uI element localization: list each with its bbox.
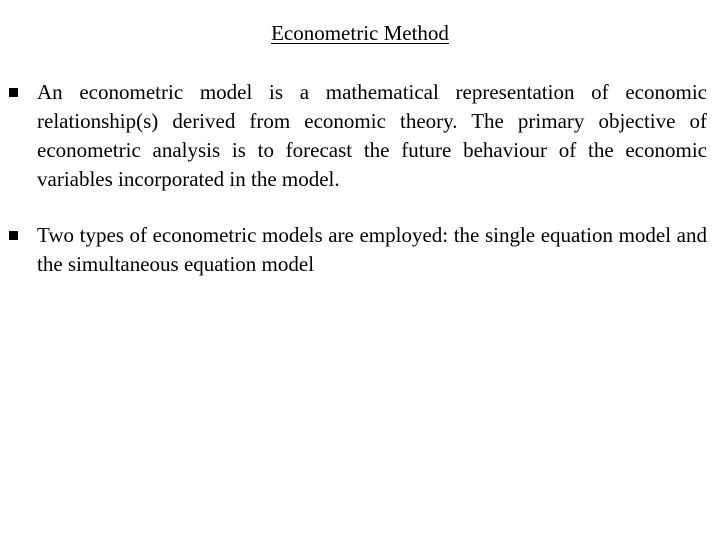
slide-title-text: Econometric Method [271,21,449,45]
bullet-list [0,78,720,306]
bullet-text: An econometric model is a mathematical representation of economic relationship(s) derived from economic theory. The primary objective of econometric analysis is to forecast the future behaviour of the economic variables incorporated in the model. [37,80,707,191]
slide-title [0,18,720,48]
bullet-item-model-definition [0,78,720,194]
bullet-text: Two types of econometric models are employed: the single equation model and the simultaneous equation model [37,223,707,276]
square-bullet-icon [9,88,18,97]
bullet-item-model-types [0,221,720,279]
square-bullet-icon [9,231,18,240]
